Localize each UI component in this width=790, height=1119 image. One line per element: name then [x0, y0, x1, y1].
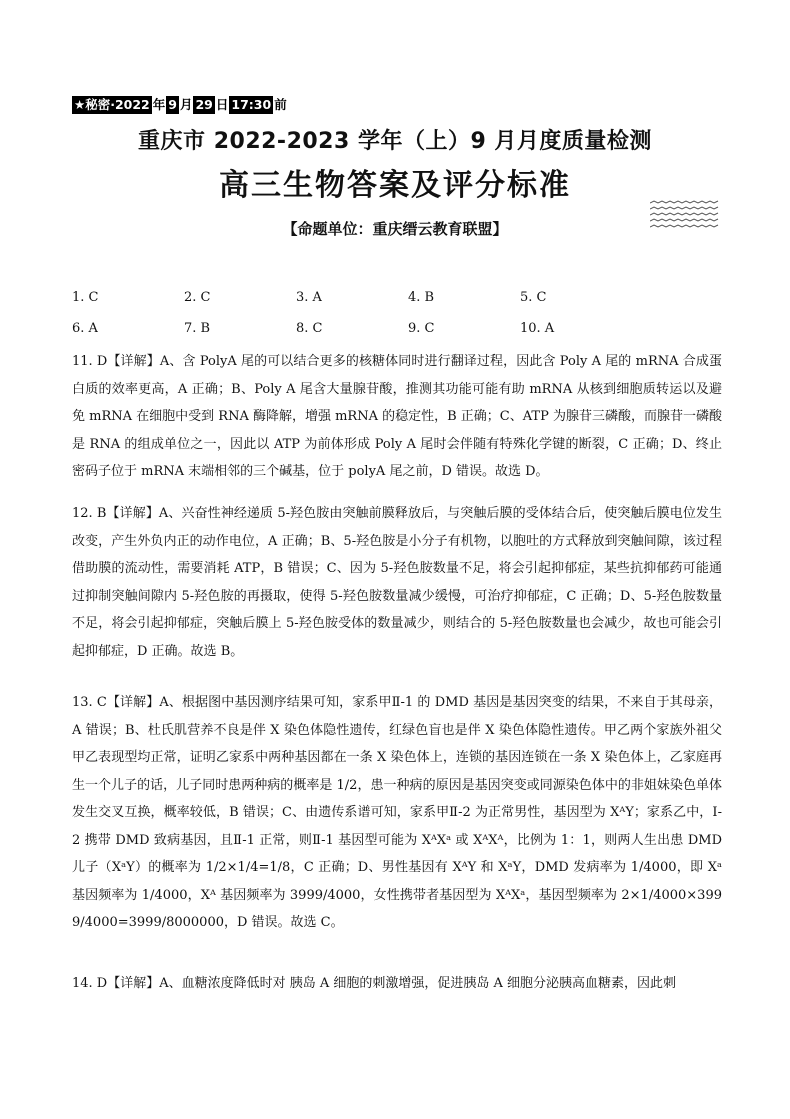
answer-item: 4. B	[408, 290, 435, 305]
answer-item: 7. B	[184, 321, 211, 336]
answer-item: 2. C	[184, 290, 211, 305]
confidential-segment: 日	[215, 97, 229, 112]
answer-item: 9. C	[408, 321, 435, 336]
confidential-segment: 年	[152, 97, 166, 112]
explanation-q14: 14. D【详解】A、血糖浓度降低时对 胰岛 A 细胞的刺激增强，促进胰岛 A 细胞分泌胰高血糖素，因此刺	[72, 976, 677, 991]
confidential-segment: 17:30	[231, 97, 272, 112]
confidential-segment: 月	[179, 97, 193, 112]
explanation-q13: 13. C【详解】A、根据图中基因测序结果可知，家系甲Ⅱ-1 的 DMD 基因是基因突变的结果，不来自于其母亲，A 错误；B、杜氏肌营养不良是伴 X 染色体隐性遗传，红绿色盲也是伴 X 染色体隐性遗传。甲乙两个家族外祖父甲乙表现型均正常，证明乙家系中两种基因都在一条 X 染色体上，连锁的基因连锁在一条 X 染色体上，乙家庭再生一个儿子的话，儿子同时患两种病的概率是 1/2，患一种病的原因是基因突变或同源染色体中的非姐妹染色单体发生交叉互换，概率较低，B 错误；C、由遗传系谱可知，家系甲Ⅱ-2 为正常男性，基因型为 XᴬY；家系乙中，Ⅰ-2 携带 DMD 致病基因，且Ⅱ-1 正常，则Ⅱ-1 基因型可能为 XᴬXᵃ 或 XᴬXᴬ，比例为 1：1，则两人生出患 DMD 儿子（XᵃY）的概率为 1/2×1/4=1/8，C 正确；D、男性基因有 XᴬY 和 XᵃY，DMD 发病率为 1/4000，即 Xᵃ 基因频率为 1/4000，Xᴬ 基因频率为 3999/4000，女性携带者基因型为 XᴬXᵃ，基因型频率为 2×1/4000×3999/4000=3999/8000000，D 错误。故选 C。	[72, 695, 722, 930]
issuing-unit: 【命题单位：重庆缙云教育联盟】	[282, 220, 508, 238]
confidential-segment: 前	[274, 97, 287, 112]
explanation-q12: 12. B【详解】A、兴奋性神经递质 5-羟色胺由突触前膜释放后，与突触后膜的受体结合后，使突触后膜电位发生改变，产生外负内正的动作电位，A 正确；B、5-羟色胺是小分子有机物，以胞吐的方式释放到突触间隙，该过程借助膜的流动性，需要消耗 ATP，B 错误；C、因为 5-羟色胺数量不足，将会引起抑郁症，某些抗抑郁药可能通过抑制突触间隙内 5-羟色胺的再摄取，使得 5-羟色胺数量减少缓慢，可治疗抑郁症，C 正确；D、5-羟色胺数量不足，将会引起抑郁症，突触后膜上 5-羟色胺受体的数量减少，则结合的 5-羟色胺数量也会减少，故也可能会引起抑郁症，D 正确。故选 B。	[72, 506, 722, 659]
answer-item: 5. C	[520, 290, 547, 305]
explanation-q11: 11. D【详解】A、含 PolyA 尾的可以结合更多的核糖体同时进行翻译过程，因此含 Poly A 尾的 mRNA 合成蛋白质的效率更高，A 正确；B、Poly A 尾含大量腺苷酸，推测其功能可能有助 mRNA 从核到细胞质转运以及避免 mRNA 在细胞中受到 RNA 酶降解，增强 mRNA 的稳定性，B 正确；C、ATP 为腺苷三磷酸，而腺苷一磷酸是 RNA 的组成单位之一，因此以 ATP 为前体形成 Poly A 尾时会伴随有特殊化学键的断裂，C 正确；D、终止密码子位于 mRNA 末端相邻的三个碱基，位于 polyA 尾之前，D 错误。故选 D。	[72, 354, 722, 479]
confidential-segment: 9	[168, 97, 177, 112]
answer-item: 3. A	[296, 290, 322, 305]
answer-item: 10. A	[520, 321, 555, 336]
confidential-segment: 29	[195, 97, 213, 112]
answer-item: 1. C	[72, 290, 99, 305]
answer-item: 8. C	[296, 321, 323, 336]
document-title: 高三生物答案及评分标准	[219, 168, 571, 203]
decorative-hatch-icon	[650, 200, 720, 230]
confidential-stamp	[72, 96, 288, 114]
exam-title: 重庆市 2022-2023 学年（上）9 月月度质量检测	[138, 129, 652, 154]
confidential-segment: ★秘密·2022	[74, 97, 150, 112]
answer-item: 6. A	[72, 321, 98, 336]
